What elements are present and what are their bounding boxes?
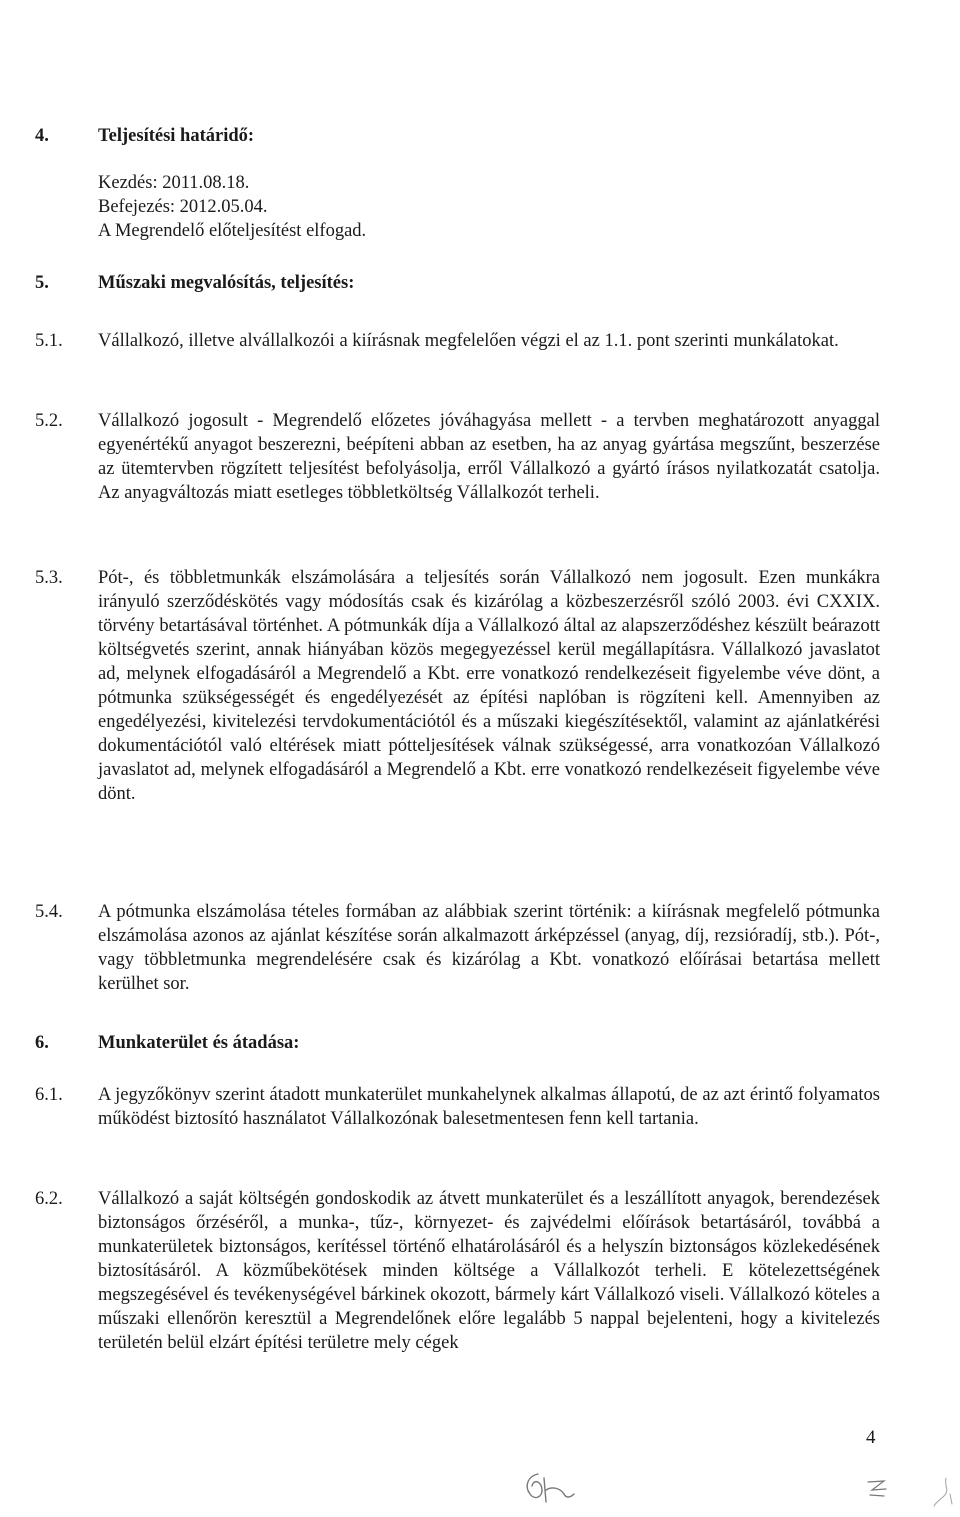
paragraph-number: 5.3. — [35, 568, 63, 588]
pre-completion-note: A Megrendelő előteljesítést elfogad. — [98, 221, 367, 241]
paragraph-text: A pótmunka elszámolása tételes formában az alábbiak szerint történik: a kiírásnak megfelelő pótmunka elszámolása azonos az ajánlat készítése során alkalmazott árképzéssel (anyag, díj, rezsióradíj, stb.). Pót-, vagy többletmunka megrendelésére csak és kizárólag a Kbt. vonatkozó előírásai betartása mellett kerülhet sor. — [98, 902, 880, 994]
start-date: Kezdés: 2011.08.18. — [98, 173, 250, 193]
paragraph-6-2 — [35, 1187, 880, 1355]
end-date: Befejezés: 2012.05.04. — [98, 197, 268, 217]
section-title: Munkaterület és átadása: — [98, 1033, 300, 1053]
section-number: 4. — [35, 126, 49, 146]
section-4-heading — [35, 124, 254, 148]
paragraph-number: 6.2. — [35, 1189, 63, 1209]
paragraph-number: 5.1. — [35, 331, 63, 351]
section-title: Műszaki megvalósítás, teljesítés: — [98, 273, 355, 293]
handwritten-edge-mark — [930, 1474, 956, 1510]
paragraph-number: 5.2. — [35, 411, 63, 431]
paragraph-5-3 — [35, 566, 880, 806]
handwritten-initial-mark — [862, 1476, 892, 1502]
handwritten-initials-signature — [520, 1468, 580, 1510]
paragraph-number: 5.4. — [35, 902, 63, 922]
page-number: 4 — [866, 1427, 876, 1448]
section-6-heading — [35, 1031, 299, 1055]
section-5-heading — [35, 271, 354, 295]
paragraph-text: Vállalkozó a saját költségén gondoskodik az átvett munkaterület és a leszállított anyagok, berendezések biztonságos őrzéséről, a munka-, tűz-, környezet- és zajvédelmi előírások betartásáról, továbbá a munkaterületek biztonságos, kerítéssel történő elhatárolásáról és a helyszín biztonságos közlekedésének biztosításáról. A közműbekötések minden költsége a Vállalkozót terheli. E kötelezettségének megszegésével és tevékenységével bárkinek okozott, bármely kárt Vállalkozó viseli. Vállalkozó köteles a műszaki ellenőrön keresztül a Megrendelőnek előre legalább 5 nappal bejelenteni, hogy a kivitelezés területén belül elzárt építési területre mely cégek — [98, 1189, 880, 1353]
paragraph-number: 6.1. — [35, 1085, 63, 1105]
paragraph-text: Pót-, és többletmunkák elszámolására a teljesítés során Vállalkozó nem jogosult. Ezen munkákra irányuló szerződéskötés vagy módosítás csak és kizárólag a közbeszerzésről szóló 2003. évi CXXIX. törvény betartásával történhet. A pótmunkák díja a Vállalkozó által az alapszerződéshez készült beárazott költségvetés szerint, annak hiányában közös megegyezéssel kerül megállapításra. Vállalkozó javaslatot ad, melynek elfogadásáról a Megrendelő a Kbt. erre vonatkozó rendelkezéseit figyelembe véve dönt, a pótmunka szükségességét és engedélyezését az építési naplóban is rögzíteni kell. Amennyiben az engedélyezési, kivitelezési tervdokumentációtól és a műszaki kiegészítésektől, valamint az ajánlatkérési dokumentációtól való eltérések miatt pótteljesítések válnak szükségessé, arra vonatkozóan Vállalkozó javaslatot ad, melynek elfogadásáról a Megrendelő a Kbt. erre vonatkozó rendelkezéseit figyelembe véve dönt. — [98, 568, 880, 804]
section-title: Teljesítési határidő: — [98, 126, 255, 146]
paragraph-5-4 — [35, 900, 880, 996]
paragraph-text: Vállalkozó jogosult - Megrendelő előzetes jóváhagyása mellett - a tervben meghatározott anyaggal egyenértékű anyagot beszerezni, beépíteni abban az esetben, ha az anyag gyártása megszűnt, beszerzése az ütemtervben rögzített teljesítést befolyásolja, erről Vállalkozó a gyártó írásos nyilatkozatát csatolja. Az anyagváltozás miatt esetleges többletköltség Vállalkozót terheli. — [98, 411, 880, 503]
paragraph-5-2 — [35, 409, 880, 505]
paragraph-6-1 — [35, 1083, 880, 1131]
paragraph-text: A jegyzőkönyv szerint átadott munkaterület munkahelynek alkalmas állapotú, de az azt érintő folyamatos működést biztosító használatot Vállalkozónak balesetmentesen fenn kell tartania. — [98, 1085, 880, 1129]
section-number: 6. — [35, 1033, 49, 1053]
paragraph-5-1 — [35, 329, 880, 353]
schedule-block — [98, 171, 366, 243]
paragraph-text: Vállalkozó, illetve alvállalkozói a kiírásnak megfelelően végzi el az 1.1. pont szerinti munkálatokat. — [98, 331, 839, 351]
section-number: 5. — [35, 273, 49, 293]
